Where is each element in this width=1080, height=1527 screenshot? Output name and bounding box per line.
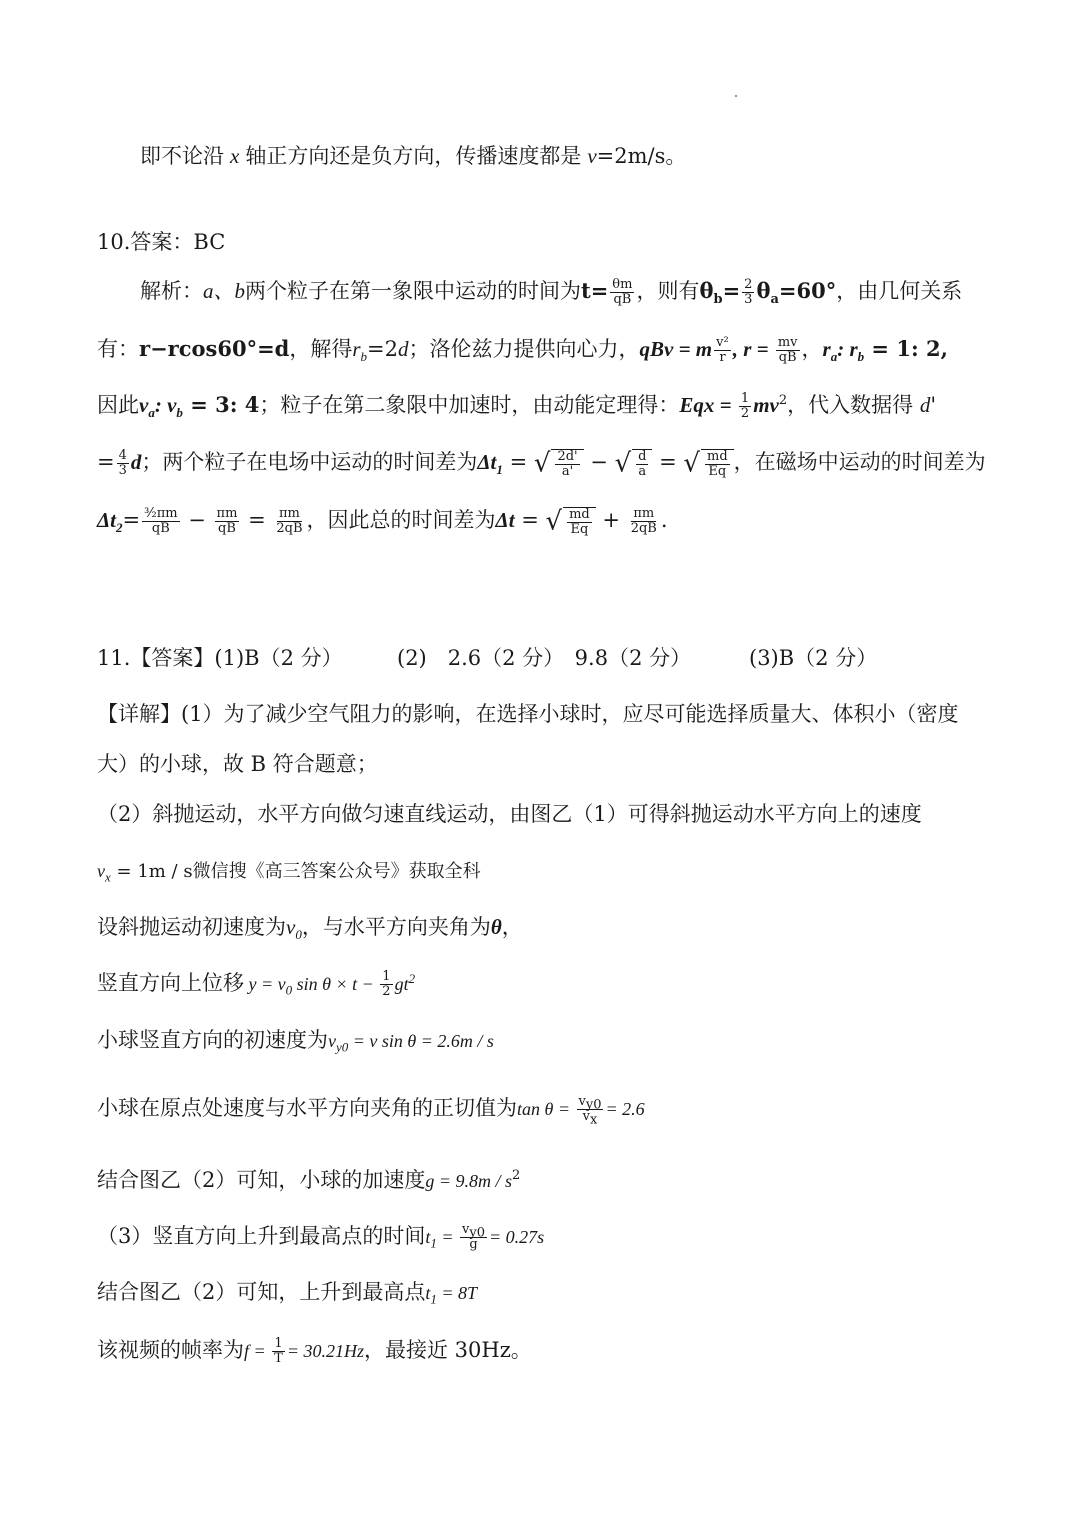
text: 解析： bbox=[140, 279, 203, 303]
q11-detail-2 bbox=[97, 749, 378, 779]
text: ；粒子在第二象限中加速时，由动能定理得： bbox=[259, 393, 680, 417]
q11-answer-a bbox=[97, 643, 343, 673]
text: 结合图乙（2）可知，上升到最高点 bbox=[97, 1280, 426, 1304]
q11-detail-7: 小球竖直方向的初速度为$v_{y0} = v$ sin θ = 2.6m / s bbox=[97, 1028, 494, 1055]
q11-detail-5: 设斜抛运动初速度为$v_0$，与水平方向夹角为θ， bbox=[97, 915, 523, 943]
math-eq: = 30.21Hz bbox=[286, 1341, 364, 1361]
math-eq: = 0.27s bbox=[489, 1227, 545, 1247]
q10-line-4: = $\frac{4}{3}$ d；两个粒子在电场中运动的时间差为$\Delta t_1$ = √ $\frac{2d'}{a'}$ − √ $\frac{d}{a}$ = √ $\frac{md}{Eq}$ ，在磁场中运动的时间差为 bbox=[97, 448, 986, 479]
math-eq: = 2.6 bbox=[605, 1099, 645, 1119]
q11-detail-3 bbox=[97, 799, 922, 829]
text: (2) 2.6（2 分） 9.8（2 分） bbox=[397, 646, 692, 670]
text: 有： bbox=[97, 337, 139, 361]
text: 结合图乙（2）可知，小球的加速度 bbox=[97, 1168, 426, 1192]
q11-answer-c bbox=[749, 643, 877, 673]
text: 设斜抛运动初速度为 bbox=[97, 915, 286, 939]
q11-detail-11: 结合图乙（2）可知，上升到最高点$t_1 = 8T$ bbox=[97, 1280, 478, 1307]
fraction: $\frac{2}{3}$ bbox=[744, 277, 753, 307]
math-eq: = 8T bbox=[441, 1283, 478, 1303]
text: 即不论沿 bbox=[140, 144, 224, 168]
math-var: v bbox=[587, 144, 597, 168]
text: 该视频的帧率为 bbox=[97, 1338, 244, 1362]
q11-detail-8: 小球在原点处速度与水平方向夹角的正切值为tan θ = $\frac{v_{y0}}{v_x}$ = 2.6 bbox=[97, 1094, 645, 1128]
q10-line-5: $\Delta t_2=$ $\frac{\text{³⁄₂πm}}{qB}$ − $\frac{\pi m}{qB}$ = $\frac{\pi m}{2qB}$ ，因此总的时间差为Δt = √ $\frac{md}{Eq}$ + $\frac{\pi m}{2qB}$ . bbox=[97, 506, 668, 537]
q11-detail-4: $v_x = 1m / s$微信搜《高三答案公众号》获取全科 bbox=[97, 861, 481, 885]
math-eq: r−rcos60°=d bbox=[139, 336, 290, 361]
text: =2m/s。 bbox=[596, 144, 687, 168]
q10-line-2: 有：r−rcos60°=d，解得$r_b=2d$；洛伦兹力提供向心力，qBv = m $\frac{\text{v²}}{r}$ , r = $\frac{mv}{qB}$ ，$r_a$: $r_b = 1$: 2, bbox=[97, 335, 948, 365]
math-eq: g = 9.8m / s bbox=[425, 1171, 513, 1191]
text: 【详解】(1）为了减少空气阻力的影响，在选择小球时，应尽可能选择质量大、体积小（密度 bbox=[97, 702, 959, 726]
q11-detail-9: 结合图乙（2）可知，小球的加速度$g = 9.8m / s^2$ bbox=[97, 1168, 521, 1192]
fraction: $\frac{\theta m}{qB}$ bbox=[612, 277, 633, 307]
q10-line-3: 因此$v_a$: $v_b = 3$: 4；粒子在第二象限中加速时，由动能定理得：Eqx = $\frac{1}{2}$ $mv^2$，代入数据得 d' bbox=[97, 391, 937, 421]
text: ，最接近 30Hz。 bbox=[363, 1338, 532, 1362]
text: 两个粒子在第一象限中运动的时间为 bbox=[245, 279, 581, 303]
text: 小球竖直方向的初速度为 bbox=[97, 1028, 328, 1052]
text: ；两个粒子在电场中运动的时间差为 bbox=[141, 450, 478, 474]
text: ，与水平方向夹角为 bbox=[301, 915, 491, 939]
speck bbox=[735, 95, 737, 97]
math-eq: = v sin θ = 2.6m / s bbox=[352, 1031, 494, 1051]
math-var: x bbox=[230, 144, 240, 168]
q11-detail-10: （3）竖直方向上升到最高点的时间$t_1$ = $\frac{v_{y0}}{g}$ = 0.27s bbox=[97, 1222, 545, 1252]
text: 11.【答案】(1)B（2 分） bbox=[97, 646, 343, 670]
q10-line-1: 解析：a、b两个粒子在第一象限中运动的时间为t= $\frac{\theta m}{qB}$ ，则有$\theta_b=$ $\frac{2}{3}$ $\theta_a=60^\circ$，由几何关系 bbox=[140, 277, 963, 308]
text: ，代入数据得 bbox=[787, 393, 914, 417]
q11-detail-1 bbox=[97, 699, 959, 729]
text: ，因此总的时间差为 bbox=[306, 508, 496, 532]
text: 大）的小球，故 B 符合题意； bbox=[97, 752, 378, 776]
text: 10.答案：BC bbox=[97, 230, 226, 254]
text: 微信搜《高三答案公众号》获取全科 bbox=[192, 861, 481, 882]
q10-answer bbox=[97, 227, 225, 257]
q11-detail-6: 竖直方向上位移 $y = v_0$ sin θ × t − $\frac{1}{2}$ $gt^2$ bbox=[97, 969, 416, 999]
text: ；洛伦兹力提供向心力， bbox=[408, 337, 640, 361]
text: 竖直方向上位移 bbox=[97, 971, 244, 995]
text: (3)B（2 分） bbox=[749, 646, 878, 670]
text: ，由几何关系 bbox=[836, 279, 963, 303]
q11-answer-b bbox=[397, 643, 691, 673]
math-eq: = 1m / s bbox=[116, 861, 193, 882]
q11-detail-12: 该视频的帧率为f = $\frac{1}{T}$ = 30.21Hz，最接近 30Hz。 bbox=[97, 1336, 532, 1366]
text: 小球在原点处速度与水平方向夹角的正切值为 bbox=[97, 1096, 517, 1120]
text: ，在磁场中运动的时间差为 bbox=[733, 450, 986, 474]
text: （2）斜抛运动，水平方向做匀速直线运动，由图乙（1）可得斜抛运动水平方向上的速度 bbox=[97, 802, 922, 826]
math-var: a、b bbox=[203, 279, 245, 303]
text: 因此 bbox=[97, 393, 139, 417]
text-line-1 bbox=[140, 141, 686, 171]
text: ，解得 bbox=[289, 337, 353, 361]
text: 轴正方向还是负方向，传播速度都是 bbox=[245, 144, 582, 168]
text: （3）竖直方向上升到最高点的时间 bbox=[97, 1224, 426, 1248]
text: ，则有 bbox=[636, 279, 700, 303]
